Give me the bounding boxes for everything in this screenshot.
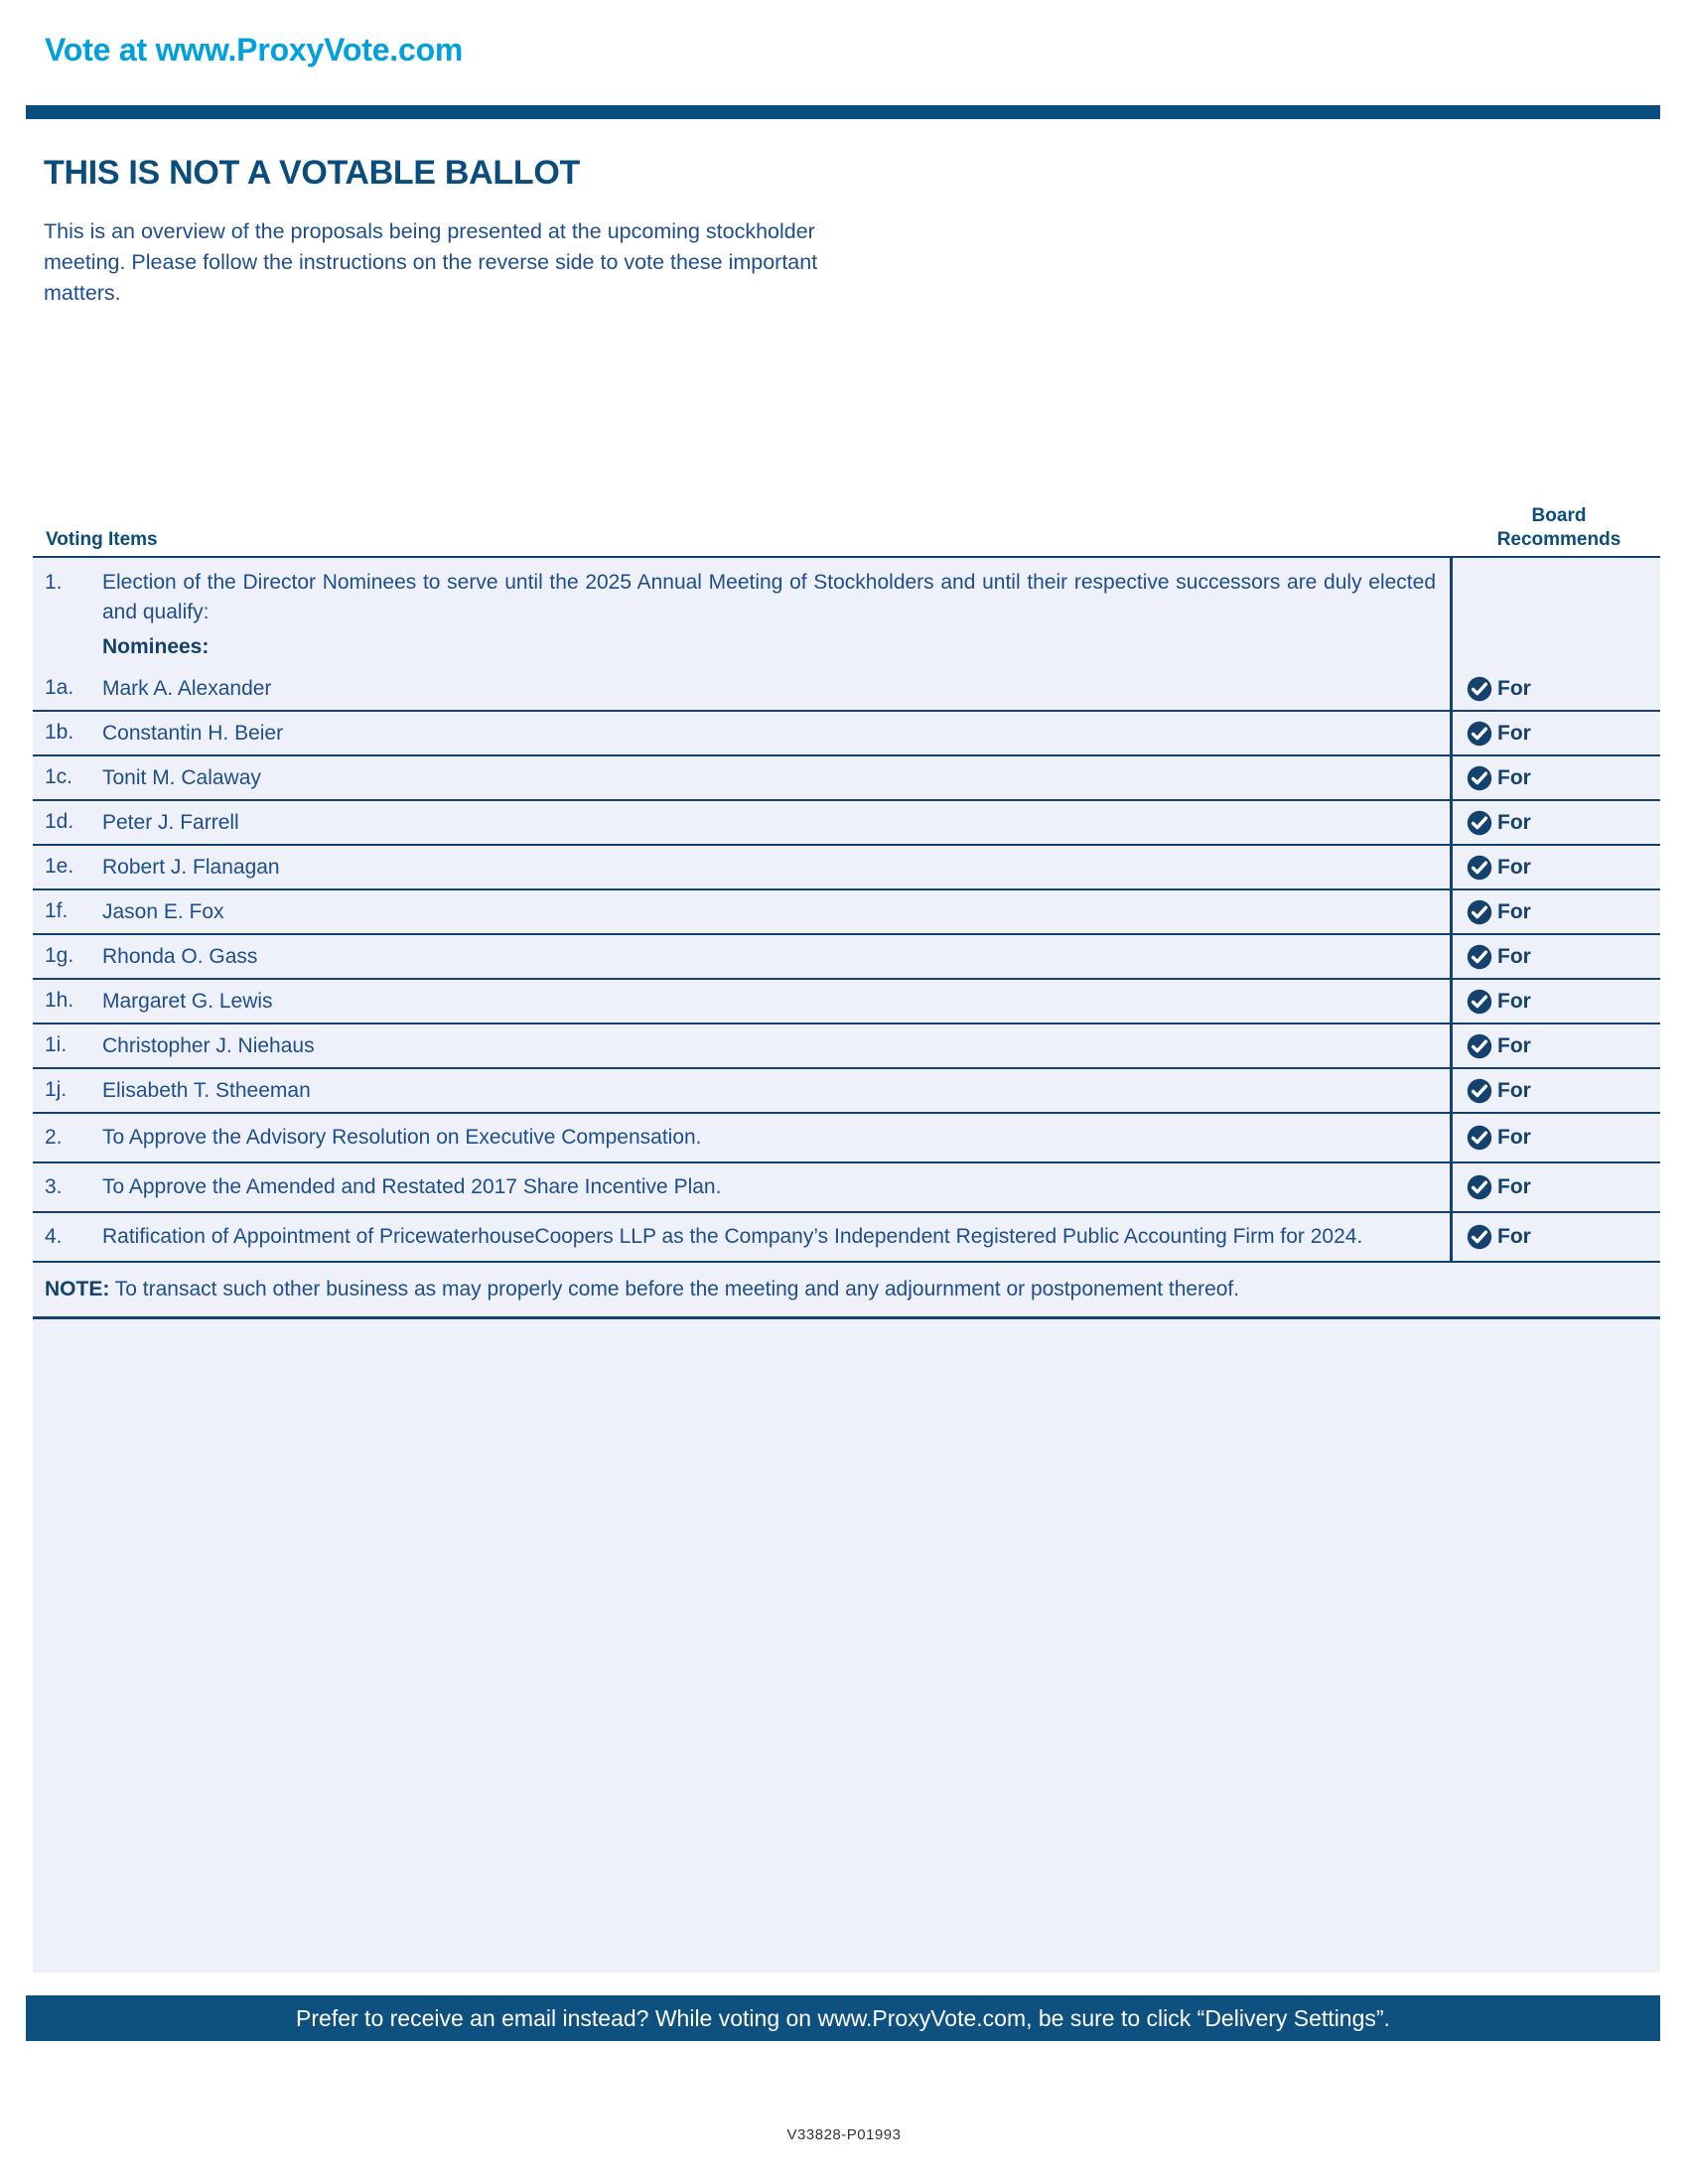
nominee-name: Mark A. Alexander [102, 677, 272, 700]
recommendation-cell [1453, 712, 1660, 754]
check-circle-icon [1467, 676, 1492, 702]
table-row-note [33, 1263, 1660, 1319]
nominee-cell [33, 890, 1453, 933]
recommendation-label: For [1497, 944, 1531, 968]
note-body-text: To transact such other business as may properly come before the meeting and any adjournment or postponement thereof. [109, 1278, 1240, 1300]
check-circle-icon [1467, 899, 1492, 925]
nominee-cell [33, 935, 1453, 978]
proposal-text: To Approve the Amended and Restated 2017 Share Incentive Plan. [102, 1175, 722, 1198]
proposal-number: 2. [45, 1126, 63, 1149]
page-header [0, 0, 1688, 119]
check-circle-icon [1467, 1033, 1492, 1059]
proposal-1-number: 1. [45, 571, 63, 594]
board-recommends-line1: Board [1531, 505, 1587, 526]
recommendation-cell [1453, 801, 1660, 844]
check-circle-icon [1467, 1224, 1492, 1250]
check-circle-icon [1467, 989, 1492, 1015]
nominee-name: Jason E. Fox [102, 900, 224, 923]
recommendation-label: For [1497, 721, 1531, 745]
nominees-heading-cell [33, 629, 1453, 667]
recommendation-group [1467, 765, 1531, 791]
recommendation-group [1467, 989, 1531, 1015]
recommendation-label: For [1497, 989, 1531, 1013]
recommendation-label: For [1497, 1078, 1531, 1102]
control-number: V33828-P01993 [786, 2126, 902, 2143]
recommendation-cell [1453, 890, 1660, 933]
recommendation-group [1467, 676, 1531, 702]
proposal-number: 3. [45, 1175, 63, 1198]
intro-paragraph: This is an overview of the proposals being presented at the upcoming stockholder meeting. Please follow the instructions on the reverse side to vote these important matters. [44, 219, 818, 305]
header-divider-bar [26, 105, 1660, 119]
nominee-name: Rhonda O. Gass [102, 945, 258, 968]
recommendation-cell [1453, 756, 1660, 799]
recommendation-cell [1453, 1114, 1660, 1161]
check-circle-icon [1467, 765, 1492, 791]
vote-at-url-heading: Vote at www.ProxyVote.com [45, 32, 464, 68]
table-row-nominee [33, 712, 1660, 756]
nominee-name: Constantin H. Beier [102, 722, 284, 745]
voting-items-column-header: Voting Items [46, 529, 158, 550]
recommendation-group [1467, 899, 1531, 925]
recommendation-group [1467, 1125, 1531, 1151]
footer-bar [26, 1995, 1660, 2041]
recommendation-cell [1453, 1213, 1660, 1261]
proposal-text: Ratification of Appointment of PricewaterhouseCoopers LLP as the Company’s Independent Registered Public Accounting Firm for 2024. [102, 1225, 1363, 1248]
nominee-cell [33, 1069, 1453, 1112]
nominee-name: Peter J. Farrell [102, 811, 239, 834]
check-circle-icon [1467, 855, 1492, 881]
nominee-name: Margaret G. Lewis [102, 990, 273, 1013]
nominee-name: Elisabeth T. Stheeman [102, 1079, 311, 1102]
table-row-nominee [33, 756, 1660, 801]
nominee-number: 1e. [45, 855, 74, 878]
recommendation-cell [1453, 1163, 1660, 1211]
ballot-panel-blank-area [33, 1319, 1660, 1915]
nominee-number: 1j. [45, 1078, 68, 1101]
recommendation-label: For [1497, 1126, 1531, 1149]
recommendation-label: For [1497, 676, 1531, 700]
note-label: NOTE: [45, 1278, 110, 1300]
nominees-heading: Nominees: [102, 635, 210, 658]
nominee-number: 1b. [45, 721, 74, 744]
recommendation-label: For [1497, 810, 1531, 834]
table-row-proposal [33, 1213, 1660, 1263]
nominee-cell [33, 980, 1453, 1023]
table-row-nominee [33, 801, 1660, 846]
nominee-number: 1c. [45, 765, 73, 788]
check-circle-icon [1467, 1174, 1492, 1200]
recommendation-group [1467, 1078, 1531, 1104]
nominee-name: Tonit M. Calaway [102, 766, 261, 789]
nominee-cell [33, 801, 1453, 844]
intro-block [44, 154, 937, 309]
table-row-nominee [33, 935, 1660, 980]
recommendation-cell [1453, 1069, 1660, 1112]
proposal-text: To Approve the Advisory Resolution on Executive Compensation. [102, 1126, 702, 1149]
table-row-proposal [33, 1163, 1660, 1213]
recommendation-label: For [1497, 765, 1531, 789]
recommendation-label: For [1497, 1225, 1531, 1248]
proposal-cell [33, 1114, 1453, 1161]
nominee-name: Robert J. Flanagan [102, 856, 280, 879]
board-recommends-column-header [1450, 504, 1668, 552]
note-paragraph [45, 1275, 1636, 1304]
table-row-proposal [33, 1114, 1660, 1163]
nominee-number: 1d. [45, 810, 74, 833]
check-circle-icon [1467, 1125, 1492, 1151]
nominee-cell [33, 756, 1453, 799]
proposal-1-recommendation-cell [1453, 558, 1660, 629]
proposal-cell [33, 1213, 1453, 1261]
check-circle-icon [1467, 810, 1492, 836]
table-row-nominee [33, 1024, 1660, 1069]
ballot-panel [33, 558, 1660, 1973]
proposal-1-text: Election of the Director Nominees to serve until the 2025 Annual Meeting of Stockholders and until their respective successors are duly elected and qualify: [102, 571, 1436, 623]
proposal-1-cell [33, 558, 1453, 629]
recommendation-group [1467, 1174, 1531, 1200]
recommendation-group [1467, 944, 1531, 970]
recommendation-label: For [1497, 1175, 1531, 1198]
check-circle-icon [1467, 1078, 1492, 1104]
recommendation-cell [1453, 667, 1660, 710]
recommendation-group [1467, 1033, 1531, 1059]
nominee-number: 1a. [45, 676, 74, 699]
table-row-nominee [33, 846, 1660, 890]
nominees-heading-recommendation-cell [1453, 629, 1660, 667]
table-row-nominee [33, 667, 1660, 712]
recommendation-label: For [1497, 899, 1531, 923]
proposal-rows-container [33, 1114, 1660, 1263]
note-cell [33, 1263, 1660, 1316]
table-row-nominees-heading [33, 629, 1660, 667]
table-row-nominee [33, 1069, 1660, 1114]
recommendation-cell [1453, 980, 1660, 1023]
recommendation-cell [1453, 846, 1660, 888]
nominee-number: 1g. [45, 944, 74, 967]
proposal-number: 4. [45, 1225, 63, 1248]
recommendation-group [1467, 855, 1531, 881]
nominee-number: 1i. [45, 1033, 68, 1056]
footer-message: Prefer to receive an email instead? While voting on www.ProxyVote.com, be sure to click “Delivery Settings”. [296, 2004, 1390, 2031]
recommendation-group [1467, 721, 1531, 747]
table-row-nominee [33, 890, 1660, 935]
page-title: THIS IS NOT A VOTABLE BALLOT [44, 154, 580, 192]
recommendation-label: For [1497, 1033, 1531, 1057]
table-row-nominee [33, 980, 1660, 1024]
nominee-rows-container [33, 667, 1660, 1114]
recommendation-label: For [1497, 855, 1531, 879]
recommendation-group [1467, 810, 1531, 836]
board-recommends-line2: Recommends [1496, 529, 1621, 550]
nominee-number: 1f. [45, 899, 69, 922]
recommendation-group [1467, 1224, 1531, 1250]
nominee-cell [33, 712, 1453, 754]
table-row-proposal-1 [33, 558, 1660, 629]
proposal-cell [33, 1163, 1453, 1211]
nominee-name: Christopher J. Niehaus [102, 1034, 315, 1057]
nominee-cell [33, 667, 1453, 710]
check-circle-icon [1467, 721, 1492, 747]
nominee-number: 1h. [45, 989, 74, 1012]
recommendation-cell [1453, 1024, 1660, 1067]
nominee-cell [33, 1024, 1453, 1067]
nominee-cell [33, 846, 1453, 888]
check-circle-icon [1467, 944, 1492, 970]
recommendation-cell [1453, 935, 1660, 978]
